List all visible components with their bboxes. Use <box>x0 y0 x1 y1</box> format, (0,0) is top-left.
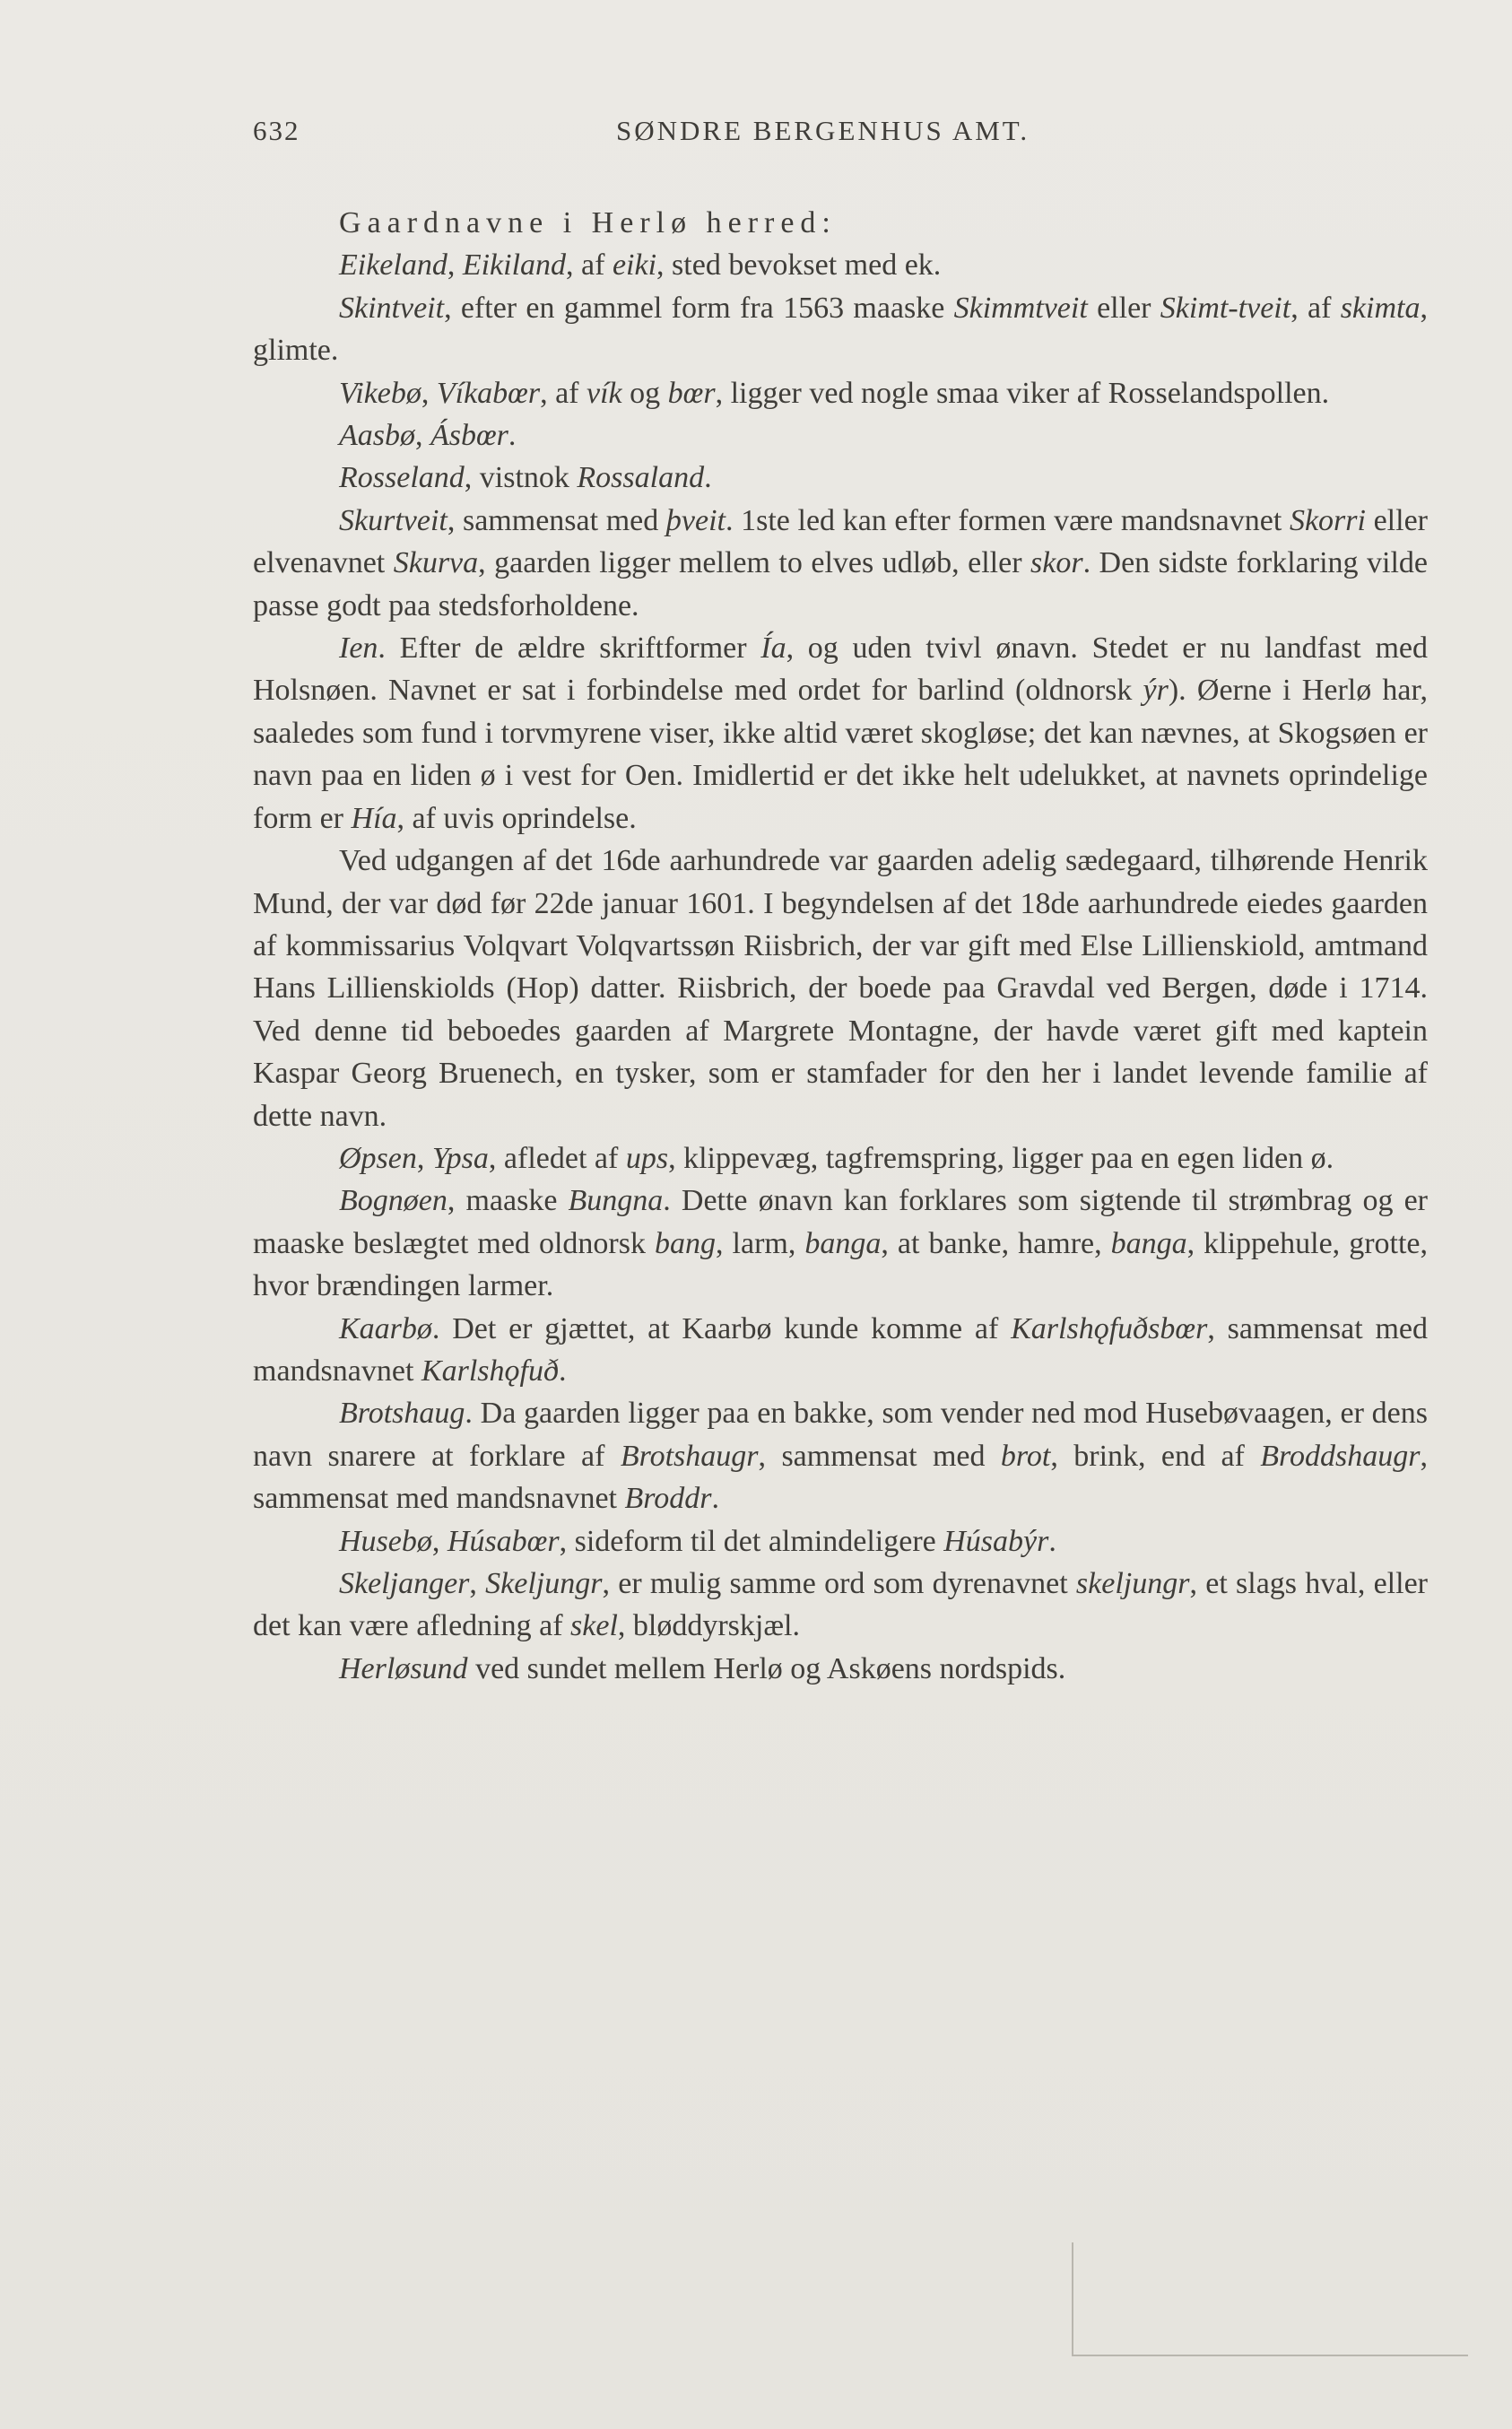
paragraph <box>253 457 1428 499</box>
text-run: , brink, end af <box>1050 1439 1261 1473</box>
italic-term: Ien <box>339 631 378 666</box>
italic-term: skeljungr <box>1075 1567 1190 1600</box>
italic-term: Karlshǫfuð <box>421 1354 559 1388</box>
running-head: SØNDRE BERGENHUS AMT. <box>616 115 1030 146</box>
text-run: Ved udgangen af det 16de aarhundrede var gaarden adelig sædegaard, tilhørende Henrik Mund, der var død før 22de januar 1601. I begyndelsen af det 18de aarhundrede eiedes gaarden af kommissarius Volqvart Volqvartssøn Riisbrich, der var gift med Else Lillienskiold, amtmand Hans Lillienskiolds (Hop) datter. Riisbrich, der boede paa Gravdal ved Bergen, døde i 1714. Ved denne tid beboedes gaarden af Margrete Montagne, der havde været gift med kaptein Kaspar Georg Bruenech, en tysker, som er stamfader for den her i landet levende familie af dette navn. <box>253 844 1428 1133</box>
text-run: , <box>469 1567 486 1600</box>
text-run: . Da gaarden ligger paa en bakke, som vender ned mod Husebøvaagen, er dens navn snarere at forklare af <box>253 1397 1428 1473</box>
text-run: eller <box>1087 291 1160 325</box>
text-run: , klippehule, grotte, hvor brændingen larmer. <box>253 1226 1429 1303</box>
text-run: , af <box>566 248 613 283</box>
italic-term: ýr <box>1143 674 1169 708</box>
paragraph <box>253 1648 1428 1690</box>
page-number: 632 <box>253 115 300 146</box>
italic-term: skor <box>1030 546 1083 580</box>
italic-term: Bognøen <box>339 1184 448 1218</box>
italic-term: Ía <box>760 631 786 666</box>
paragraph <box>253 627 1428 840</box>
italic-term: Husebø <box>339 1524 432 1558</box>
italic-term: Ypsa <box>431 1141 489 1175</box>
italic-term: Skurtveit <box>339 503 448 537</box>
paragraph <box>253 1180 1428 1307</box>
paragraph <box>253 1563 1428 1648</box>
italic-term: Broddshaugr <box>1260 1439 1421 1473</box>
italic-term: Hía <box>351 801 397 835</box>
text-run: , sideform til det almindeligere <box>559 1524 944 1558</box>
italic-term: vík <box>587 376 622 410</box>
text-run: . Dette ønavn kan forklares som sigtende til strømbrag og er maaske beslægtet med oldnorsk <box>253 1184 1429 1260</box>
italic-term: brot <box>1000 1439 1051 1473</box>
text-run: , at banke, hamre, <box>881 1226 1111 1260</box>
text-run: , er mulig samme ord som dyrenavnet <box>602 1567 1076 1600</box>
paragraph <box>253 1520 1428 1563</box>
text-run: , gaarden ligger mellem to elves udløb, eller <box>478 546 1030 580</box>
text-run: , maaske <box>447 1184 569 1218</box>
paragraph <box>253 414 1428 457</box>
text-run: ved sundet mellem Herlø og Askøens nordspids. <box>467 1651 1066 1685</box>
text-run: , bløddyrskjæl. <box>617 1609 800 1643</box>
text-run: . <box>711 1482 719 1516</box>
paragraph <box>253 244 1428 286</box>
text-run: , sammensat med mandsnavnet <box>253 1311 1428 1388</box>
paragraph <box>253 372 1428 414</box>
section-heading-text: Gaardnavne i Herlø herred: <box>339 206 837 239</box>
text-run: , <box>431 1524 448 1558</box>
italic-term: bœr <box>667 376 716 410</box>
page-header <box>253 115 1428 160</box>
text-run: , larm, <box>716 1226 805 1260</box>
italic-term: Skintveit <box>339 291 445 325</box>
body-text <box>253 202 1428 1690</box>
italic-term: Skimt-tveit <box>1160 291 1291 325</box>
text-run: . Det er gjættet, at Kaarbø kunde komme af <box>431 1311 1012 1345</box>
italic-term: Kaarbø <box>339 1311 432 1345</box>
italic-term: Vikebø <box>339 376 421 410</box>
italic-term: skel <box>570 1609 618 1643</box>
italic-term: ups <box>625 1141 669 1175</box>
italic-term: Broddr <box>624 1482 712 1516</box>
italic-term: Víkabœr <box>436 376 541 410</box>
text-run: , sted bevokset med ek. <box>656 248 942 283</box>
italic-term: Skeljungr <box>485 1567 603 1600</box>
paragraph <box>253 500 1428 627</box>
italic-term: bang <box>655 1226 717 1260</box>
text-run: . Den sidste forklaring vilde passe godt paa stedsforholdene. <box>253 546 1428 622</box>
text-run: eller elvenavnet <box>253 503 1428 580</box>
italic-term: þveit <box>665 503 726 537</box>
italic-term: Skimmtveit <box>953 291 1088 325</box>
paragraph <box>253 1392 1428 1519</box>
italic-term: Herløsund <box>339 1651 468 1685</box>
italic-term: Rosseland <box>339 461 465 495</box>
italic-term: Skeljanger <box>339 1567 470 1600</box>
italic-term: skimta <box>1340 291 1421 325</box>
italic-term: Brotshaugr <box>620 1439 759 1473</box>
italic-term: Eikiland <box>462 248 567 283</box>
text-run: , efter en gammel form fra 1563 maaske <box>444 291 954 325</box>
text-run: , <box>416 1141 432 1175</box>
italic-term: Karlshǫfuðsbœr <box>1011 1311 1208 1345</box>
italic-term: Ásbœr <box>430 419 508 453</box>
text-run: , ligger ved nogle smaa viker af Rosselandspollen. <box>715 376 1330 410</box>
text-run: , sammensat med <box>447 503 666 537</box>
italic-term: Eikeland <box>339 248 448 283</box>
italic-term: Húsabœr <box>447 1524 560 1558</box>
text-run: , et slags hval, eller det kan være afledning af <box>253 1567 1428 1643</box>
section-heading <box>253 202 1428 244</box>
text-run: , <box>415 419 430 453</box>
text-run: , klippevæg, tagfremspring, ligger paa en egen liden ø. <box>668 1141 1334 1175</box>
text-run: , og uden tvivl ønavn. Stedet er nu landfast med Holsnøen. Navnet er sat i forbindelse med ordet for barlind (oldnorsk <box>253 631 1428 708</box>
text-run: , af uvis oprindelse. <box>396 801 637 835</box>
text-run: . Efter de ældre skriftformer <box>378 631 761 666</box>
italic-term: Brotshaug <box>339 1397 465 1431</box>
italic-term: Skorri <box>1289 503 1366 537</box>
text-run: , sammensat med <box>758 1439 1001 1473</box>
text-run: , afledet af <box>488 1141 626 1175</box>
text-run: , sammensat med mandsnavnet <box>253 1439 1428 1516</box>
italic-term: Húsabýr <box>943 1524 1049 1558</box>
italic-term: Bungna <box>568 1184 664 1218</box>
italic-term: banga <box>804 1226 882 1260</box>
text-run: . <box>704 461 712 495</box>
text-run: , glimte. <box>253 291 1428 368</box>
text-run: ). Øerne i Herlø har, saaledes som fund i torvmyrene viser, ikke altid været skogløse; det kan nævnes, at Skogsøen er navn paa en liden ø i vest for Oen. Imidlertid er det ikke helt udelukket, at navnets oprindelige form er <box>253 674 1428 835</box>
italic-term: Skurva <box>393 546 479 580</box>
italic-term: Aasbø <box>339 419 415 453</box>
italic-term: Rossaland <box>577 461 705 495</box>
text-run: , af <box>540 376 587 410</box>
paragraph <box>253 1308 1428 1393</box>
paragraph <box>253 840 1428 1137</box>
library-stamp-frame <box>1072 2242 1468 2356</box>
text-run: , <box>421 376 437 410</box>
italic-term: banga <box>1110 1226 1187 1260</box>
text-run: , vistnok <box>464 461 578 495</box>
text-run: , af <box>1290 291 1341 325</box>
paragraph <box>253 1137 1428 1180</box>
text-run: . 1ste led kan efter formen være mandsnavnet <box>725 503 1290 537</box>
text-run: . <box>1048 1524 1056 1558</box>
italic-term: Øpsen <box>339 1141 417 1175</box>
text-run: . <box>558 1354 567 1388</box>
paragraph <box>253 287 1428 372</box>
text-run: . <box>508 419 517 453</box>
italic-term: eiki <box>612 248 657 283</box>
text-run: og <box>621 376 668 410</box>
text-run: , <box>447 248 463 283</box>
